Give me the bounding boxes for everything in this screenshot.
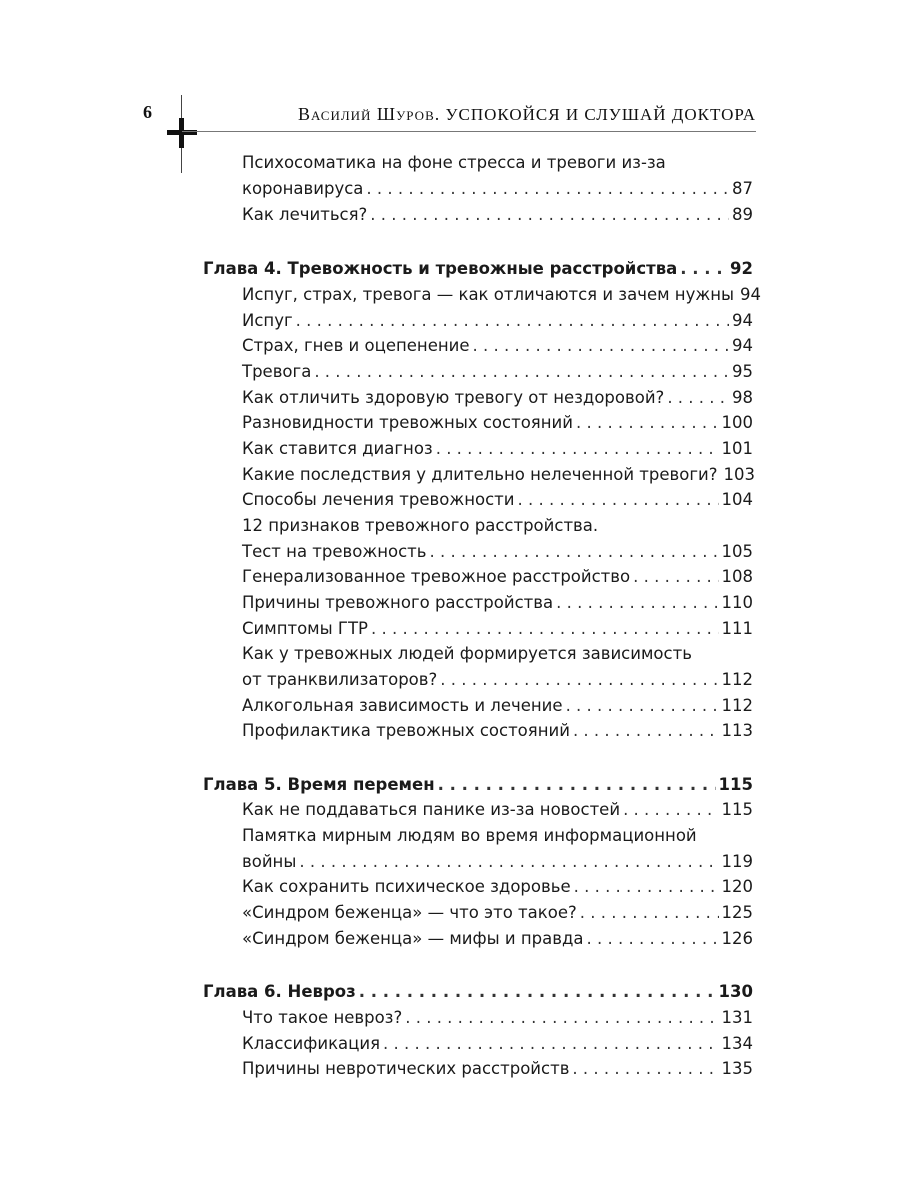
page-number: 6 [143,102,152,122]
toc-dot-leader [438,772,716,798]
toc-dot-leader [314,359,729,385]
toc-text-line [242,513,753,539]
toc-dot-leader [430,539,719,565]
toc-entry [242,359,753,385]
toc-page-number: 105 [721,542,753,561]
toc-page-number: 111 [721,619,753,638]
toc-entry [242,849,753,875]
toc-entry-title: Страх, гнев и оцепенение [242,336,470,355]
toc-entry-title: Способы лечения тревожности [242,490,515,509]
toc-page-number: 94 [732,311,753,330]
toc-entry-title: Глава 5. Время перемен [203,775,435,794]
toc-page-number: 108 [721,567,753,586]
toc-page-number: 87 [732,179,753,198]
toc-entry-title: Тест на тревожность [242,542,427,561]
toc-entry [242,282,762,308]
toc-entry [242,693,753,719]
toc-page-number: 92 [730,259,753,278]
toc-dot-leader [576,410,719,436]
toc-entry-title: от транквилизаторов? [242,670,438,689]
toc-entry-title: Как не поддаваться панике из-за новостей [242,800,621,819]
toc-entry-title: Симптомы ГТР [242,619,368,638]
toc-entry-title: Профилактика тревожных состояний [242,721,570,740]
toc-entry [242,1031,753,1057]
toc-page-number: 103 [723,465,756,484]
toc-chapter [203,772,753,798]
toc-entry [242,385,753,411]
toc-entry [242,1005,753,1031]
toc-entry-title: Алкогольная зависимость и лечение [242,696,563,715]
toc-chapter [203,256,753,282]
toc-text-line [242,150,753,176]
toc-entry-title: Причины невротических расстройств [242,1059,570,1078]
toc-entry [242,667,753,693]
toc-entry [242,436,753,462]
toc-entry [242,718,753,744]
toc-entry [242,462,756,488]
toc-entry [242,308,753,334]
toc-page-number: 101 [721,439,753,458]
toc-page-number: 100 [721,413,753,432]
toc-page-number: 125 [721,903,753,922]
toc-entry-title: Разновидности тревожных состояний [242,413,573,432]
toc-page-number: 131 [721,1008,753,1027]
running-header [298,104,756,125]
toc-dot-leader [436,436,719,462]
toc-page-number: 94 [732,336,753,355]
toc-dot-leader [556,590,718,616]
toc-dot-leader [371,616,719,642]
toc-entry [242,176,753,202]
toc-entry [242,1056,753,1082]
toc-dot-leader [359,979,716,1005]
toc-entry [242,202,753,228]
toc-dot-leader [405,1005,718,1031]
toc-entry-title: 12 признаков тревожного расстройства. [242,516,599,535]
toc-entry-title: Причины тревожного расстройства [242,593,554,612]
toc-dot-leader [587,926,719,952]
toc-entry [242,926,753,952]
toc-entry [242,797,753,823]
toc-entry-title: Как ставится диагноз [242,439,433,458]
toc-dot-leader [633,564,718,590]
toc-page-number: 115 [718,775,753,794]
toc-entry-title: Глава 4. Тревожность и тревожные расстройства [203,259,678,278]
toc-dot-leader [573,718,719,744]
toc-page-number: 130 [718,982,753,1001]
toc-page-number: 119 [721,852,753,871]
toc-dot-leader [366,176,729,202]
toc-page-number: 95 [732,362,753,381]
toc-dot-leader [518,487,719,513]
toc-dot-leader [566,693,719,719]
toc-page-number: 134 [721,1034,753,1053]
toc-page-number: 89 [732,205,753,224]
toc-entry [242,900,753,926]
toc-entry [242,564,753,590]
toc-dot-leader [440,667,718,693]
toc-entry-title: Как отличить здоровую тревогу от нездоровой? [242,388,665,407]
toc-page-number: 104 [721,490,753,509]
toc-entry-title: «Синдром беженца» — что это такое? [242,903,577,922]
toc-entry [242,410,753,436]
toc-entry [242,333,753,359]
toc-dot-leader [299,849,718,875]
toc-entry-title: Что такое невроз? [242,1008,403,1027]
toc-dot-leader [296,308,729,334]
toc-page-number: 94 [740,285,762,304]
toc-chapter [203,979,753,1005]
header-book-title: УСПОКОЙСЯ И СЛУШАЙ ДОКТОРА [445,105,756,124]
toc-entry [242,487,753,513]
toc-entry-title: Как сохранить психическое здоровье [242,877,571,896]
toc-entry-title: войны [242,852,297,871]
toc-entry-title: Какие последствия у длительно нелеченной тревоги? [242,465,718,484]
toc-page-number: 113 [721,721,753,740]
header-author: Василий Шуров. [298,104,441,124]
toc-entry-title: Как у тревожных людей формируется зависимость [242,644,692,663]
toc-page-number: 120 [721,877,753,896]
crop-mark-icon [167,118,197,148]
toc-text-line [242,641,753,667]
toc-dot-leader [574,874,719,900]
toc-page-number: 112 [721,696,753,715]
toc-dot-leader [580,900,719,926]
toc-entry-title: Испуг [242,311,293,330]
toc-dot-leader [623,797,718,823]
toc-page-number: 110 [721,593,753,612]
header-rule [182,131,756,132]
toc-dot-leader [680,256,727,282]
toc-entry-title: Тревога [242,362,312,381]
toc-page-number: 98 [732,388,753,407]
toc-entry [242,874,753,900]
toc-entry-title: Генерализованное тревожное расстройство [242,567,631,586]
toc-entry [242,590,753,616]
toc-page-number: 135 [721,1059,753,1078]
toc-entry-title: коронавируса [242,179,364,198]
toc-dot-leader [667,385,729,411]
toc-text-line [242,823,753,849]
toc-dot-leader [572,1056,718,1082]
toc-page-number: 126 [721,929,753,948]
toc-entry-title: «Синдром беженца» — мифы и правда [242,929,584,948]
toc-entry-title: Глава 6. Невроз [203,982,356,1001]
toc-entry-title: Памятка мирным людям во время информационной [242,826,697,845]
toc-entry-title: Как лечиться? [242,205,368,224]
toc-entry-title: Психосоматика на фоне стресса и тревоги из-за [242,153,666,172]
toc-page-number: 112 [721,670,753,689]
toc-entry-title: Классификация [242,1034,381,1053]
toc-entry [242,539,753,565]
toc-entry [242,616,753,642]
toc-dot-leader [370,202,729,228]
toc-dot-leader [473,333,729,359]
toc-dot-leader [383,1031,718,1057]
toc-entry-title: Испуг, страх, тревога — как отличаются и зачем нужны [242,285,735,304]
toc-page-number: 115 [721,800,753,819]
